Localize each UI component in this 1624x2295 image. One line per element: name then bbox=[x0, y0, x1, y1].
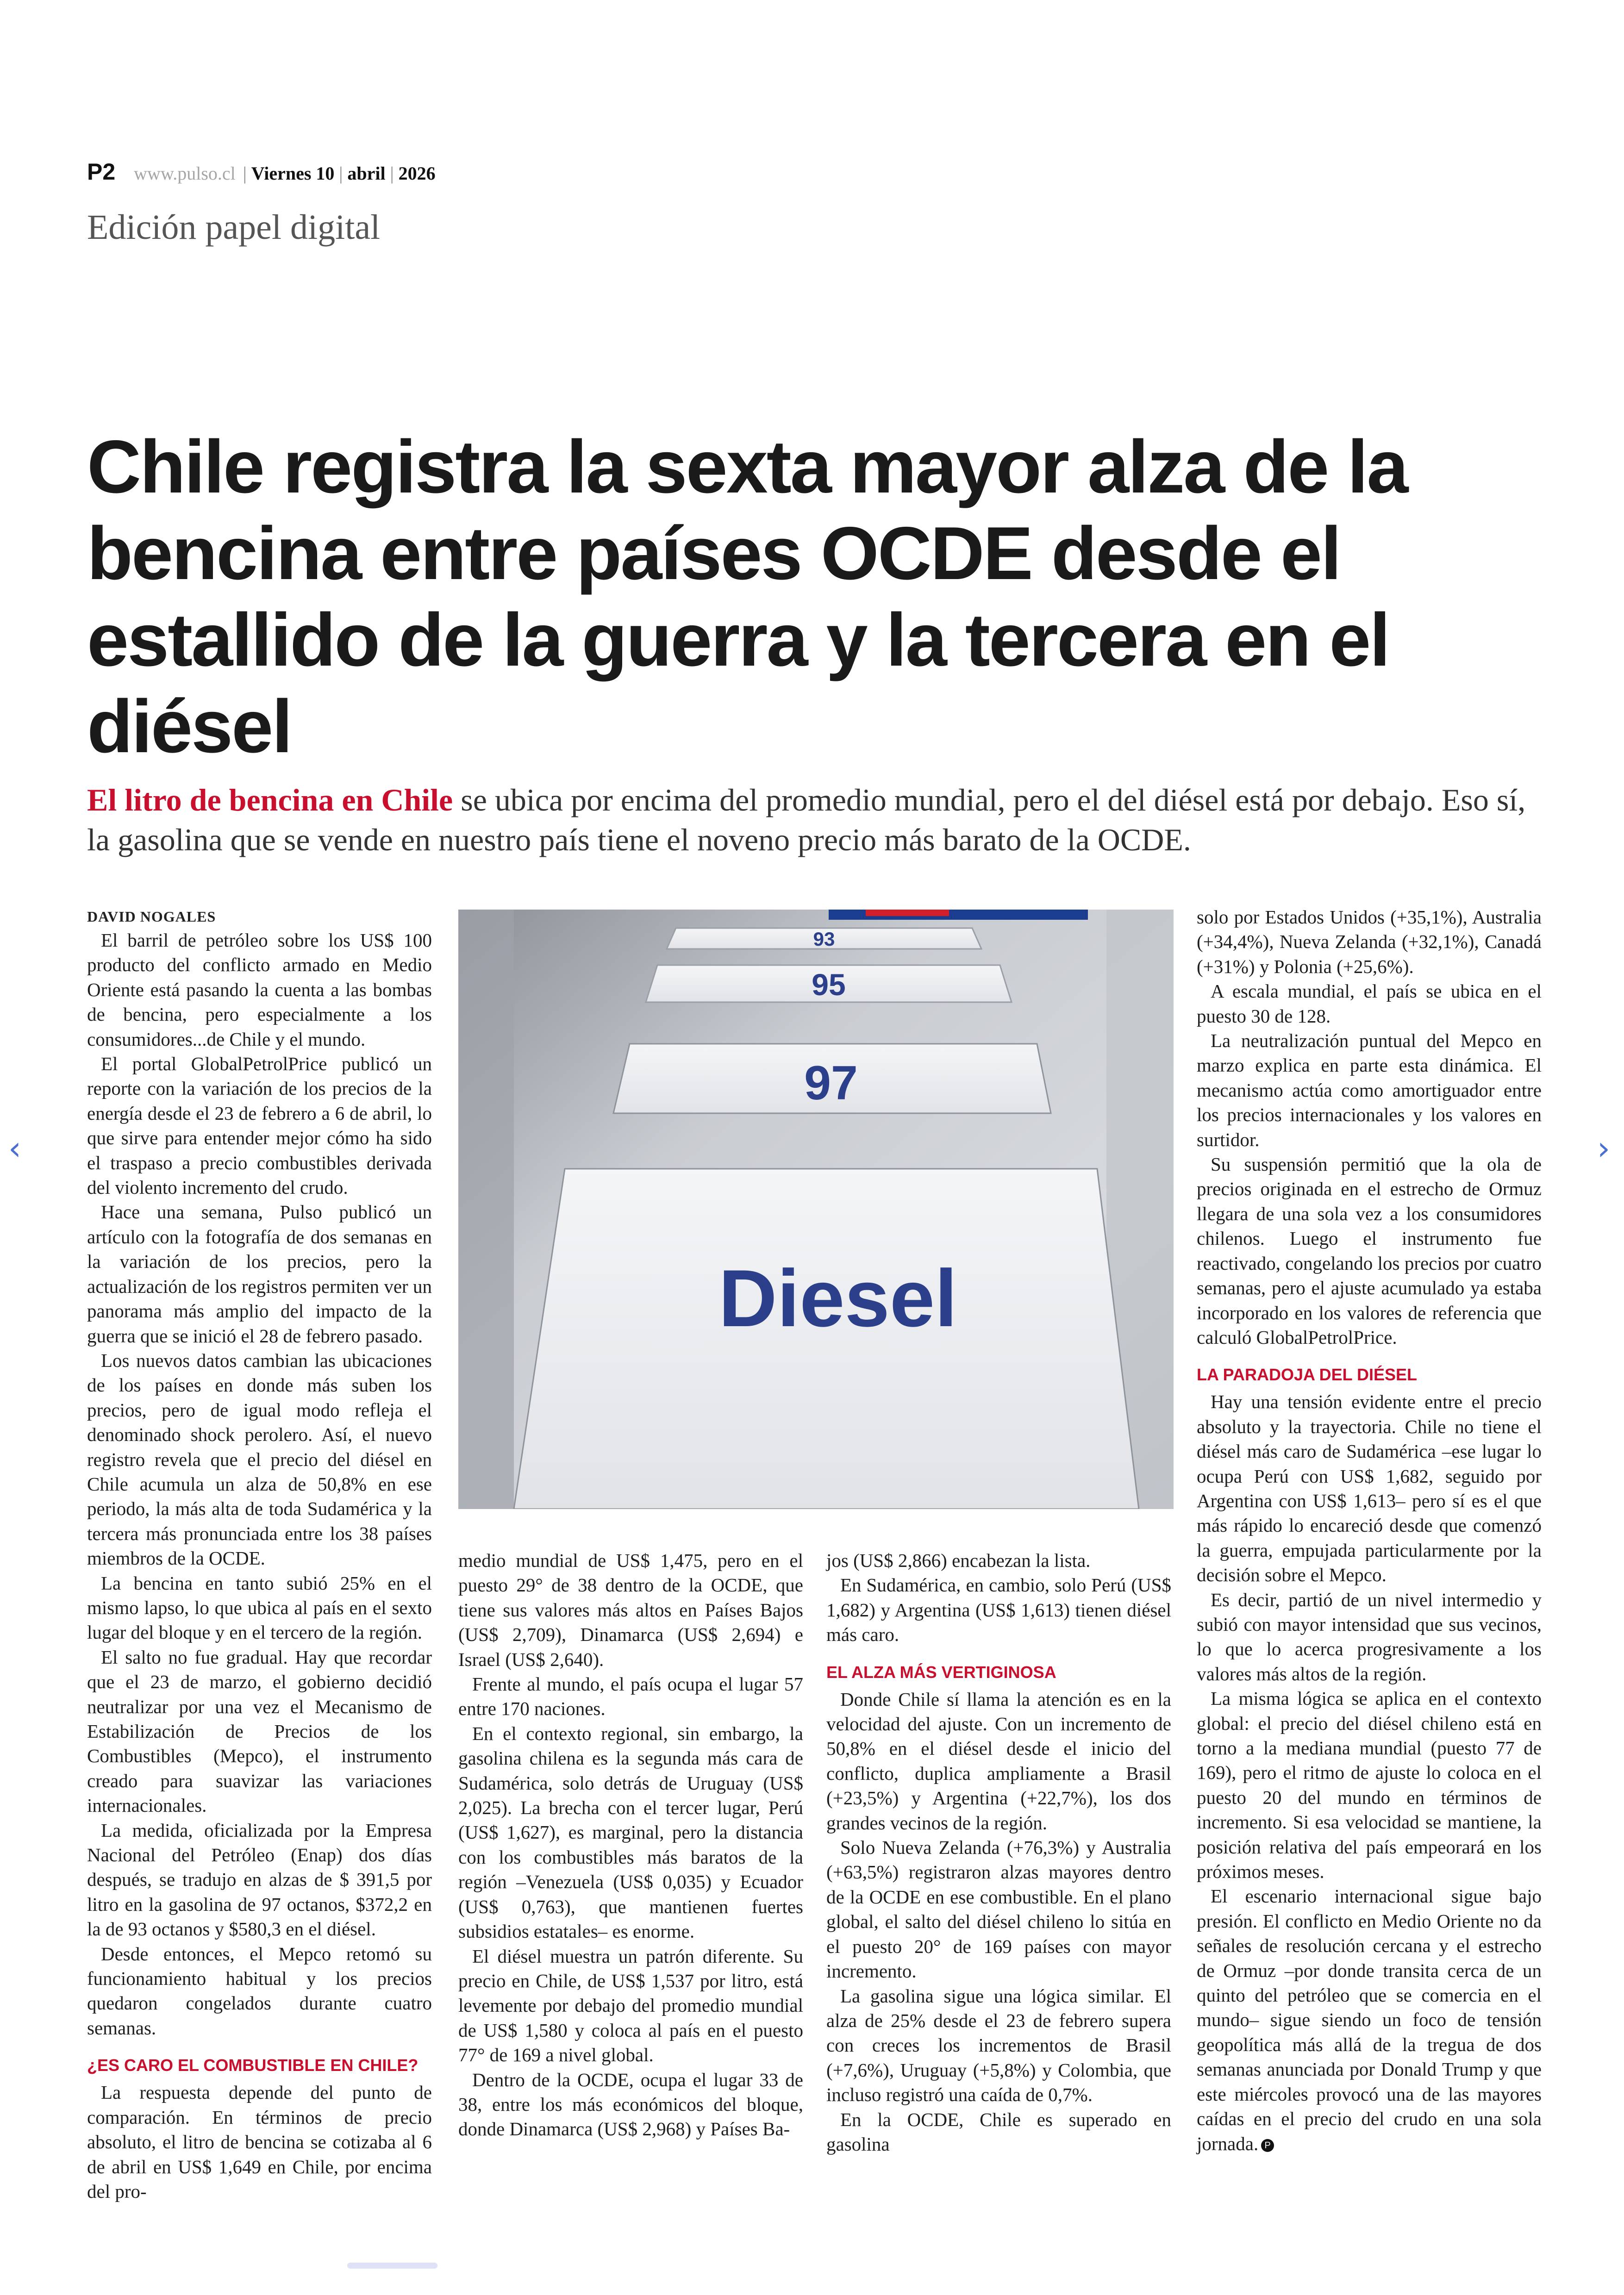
article-column-3 bbox=[826, 1548, 1171, 2157]
paragraph bbox=[1197, 1884, 1542, 2156]
next-page-chevron-icon[interactable]: › bbox=[1597, 1129, 1610, 1167]
byline: DAVID NOGALES bbox=[87, 908, 216, 925]
article-column-1 bbox=[87, 905, 432, 2204]
header-year: 2026 bbox=[398, 163, 436, 184]
header-month: abril bbox=[347, 163, 386, 184]
paragraph: El salto no fue gradual. Hay que recordar que el 23 de marzo, el gobierno decidió neutralizar por una vez el Mecanismo de Estabilización de Precios de los Combustibles (Mepco), el instrumento creado para suavizar las variaciones internacionales. bbox=[87, 1646, 432, 1816]
article-headline: Chile registra la sexta mayor alza de la bencina entre países OCDE desde el estallido de la guerra y la tercera en el diésel bbox=[87, 425, 1407, 768]
section-heading: EL ALZA MÁS VERTIGINOSA bbox=[826, 1662, 1056, 1682]
header-separator: | bbox=[390, 163, 394, 184]
label-93: 93 bbox=[813, 928, 835, 950]
end-of-article-icon: P bbox=[1261, 2139, 1274, 2152]
paragraph: Desde entonces, el Mepco retomó su funcionamiento habitual y los precios quedaron congelados durante cuatro semanas. bbox=[87, 1943, 432, 2039]
section-heading: LA PARADOJA DEL DIÉSEL bbox=[1197, 1365, 1418, 1384]
paragraph: La medida, oficializada por la Empresa Nacional del Petróleo (Enap) dos días después, se tradujo en alzas de $ 391,5 por litro en la gasolina de 97 octanos, $372,2 en la de 93 octanos y $580,3 en el diésel. bbox=[87, 1819, 432, 1940]
paragraph: En el contexto regional, sin embargo, la gasolina chilena es la segunda más cara de Sudamérica, solo detrás de Uruguay (US$ 2,025). La brecha con el tercer lugar, Perú (US$ 1,627), es marginal, pero la distancia con los combustibles más baratos de la región –Venezuela (US$ 0,035) y Ecuador (US$ 0,763), que mantienen fuertes subsidios estatales– es enorme. bbox=[458, 1722, 803, 1942]
paragraph: Solo Nueva Zelanda (+76,3%) y Australia (+63,5%) registraron alzas mayores dentro de la OCDE en ese combustible. En el plano global, el salto del diésel chileno lo sitúa en el puesto 20° de 169 países con mayor incremento. bbox=[826, 1837, 1171, 1982]
paragraph: Es decir, partió de un nivel intermedio y subió con mayor intensidad que sus vecinos, lo que lo acerca progresivamente a los valores más altos de la región. bbox=[1197, 1589, 1542, 1684]
previous-page-chevron-icon[interactable]: ‹ bbox=[8, 1129, 21, 1167]
paragraph: El barril de petróleo sobre los US$ 100 producto del conflicto armado en Medio Oriente está pasando la cuenta a las bombas de bencina, pero especialmente a los consumidores...de Chile y el mundo. bbox=[87, 929, 432, 1050]
page-header bbox=[87, 158, 436, 185]
article-photo bbox=[458, 910, 1174, 1509]
paragraph: Donde Chile sí llama la atención es en la velocidad del ajuste. Con un incremento de 50,8% en el diésel desde el inicio del conflicto, duplica ampliamente a Brasil (+23,5%) y Argentina (+22,7%), los dos grandes vecinos de la región. bbox=[826, 1688, 1171, 1834]
paragraph: A escala mundial, el país se ubica en el puesto 30 de 128. bbox=[1197, 980, 1542, 1027]
subhead-text: se ubica por encima del promedio mundial, pero el del diésel está por debajo. Eso sí, la gasolina que se vende en nuestro país tiene el noveno precio más barato de la OCDE. bbox=[87, 782, 1526, 857]
label-95: 95 bbox=[812, 967, 846, 1002]
horizontal-scrollbar[interactable] bbox=[347, 2263, 437, 2269]
paragraph: Dentro de la OCDE, ocupa el lugar 33 de 38, entre los más económicos del bloque, donde Dinamarca (US$ 2,968) y Países Ba- bbox=[458, 2069, 803, 2140]
paragraph: El diésel muestra un patrón diferente. Su precio en Chile, de US$ 1,537 por litro, está levemente por debajo del promedio mundial de US$ 1,580 y coloca al país en el puesto 77° de 169 a nivel global. bbox=[458, 1945, 803, 2066]
paragraph: solo por Estados Unidos (+35,1%), Australia (+34,4%), Nueva Zelanda (+32,1%), Canadá (+31%) y Polonia (+25,6%). bbox=[1197, 906, 1542, 977]
section-heading: ¿ES CARO EL COMBUSTIBLE EN CHILE? bbox=[87, 2056, 418, 2075]
paragraph: La misma lógica se aplica en el contexto global: el precio del diésel chileno está en torno a la mediana mundial (puesto 77 de 169), pero el ritmo de ajuste lo coloca en el puesto 20 del mundo en términos de incremento. Si esa velocidad se mantiene, la posición relativa del país empeorará en los próximos meses. bbox=[1197, 1688, 1542, 1883]
paragraph: Hace una semana, Pulso publicó un artículo con la fotografía de dos semanas en la variación de los precios, pero la actualización de los registros permiten ver un panorama más amplio del impacto de la guerra que se inició el 28 de febrero pasado. bbox=[87, 1201, 432, 1347]
header-separator: | bbox=[339, 163, 343, 184]
paragraph: Los nuevos datos cambian las ubicaciones de los países en donde más suben los precios, pero de igual modo refleja el denominado shock perolero. Así, el nuevo registro revela que el precio del diésel en Chile acumula un alza de 50,8% en ese periodo, la más alta de toda Sudamérica y la tercera más pronunciada entre los 38 países miembros de la OCDE. bbox=[87, 1349, 432, 1569]
paragraph: La gasolina sigue una lógica similar. El alza de 25% desde el 23 de febrero supera con creces los incrementos de Brasil (+7,6%), Uruguay (+5,8%) y Colombia, que incluso registró una caída de 0,7%. bbox=[826, 1985, 1171, 2106]
label-diesel: Diesel bbox=[718, 1254, 957, 1344]
article-subhead bbox=[87, 780, 1545, 860]
paragraph-text: El escenario internacional sigue bajo presión. El conflicto en Medio Oriente no da señales de resolución cercana y el estrecho de Ormuz –por donde transita cerca de un quinto del petróleo que se comercia en el mundo– sigue siendo un foco de tensión geopolítica más allá de la tregua de dos semanas anunciada por Donald Trump y que este miércoles provocó una de las mayores caídas en el precio del crudo en una sola jornada. bbox=[1197, 1885, 1542, 2154]
site-url[interactable]: www.pulso.cl bbox=[134, 163, 236, 184]
paragraph: En Sudamérica, en cambio, solo Perú (US$ 1,682) y Argentina (US$ 1,613) tienen diésel más caro. bbox=[826, 1574, 1171, 1646]
header-day: Viernes 10 bbox=[251, 163, 335, 184]
fuel-pump-photo bbox=[458, 910, 1174, 1509]
paragraph: La respuesta depende del punto de comparación. En términos de precio absoluto, el litro de bencina se cotizaba al 6 de abril en US$ 1,649 en Chile, por encima del pro- bbox=[87, 2082, 432, 2202]
paragraph: La bencina en tanto subió 25% en el mismo lapso, lo que ubica al país en el sexto lugar del bloque y en el tercero de la región. bbox=[87, 1572, 432, 1643]
paragraph: El portal GlobalPetrolPrice publicó un reporte con la variación de los precios de la energía desde el 23 de febrero a 6 de abril, lo que sirve para entender mejor cómo ha sido el traspaso a precio combustibles derivada del violento incremento del crudo. bbox=[87, 1053, 432, 1198]
edition-label: Edición papel digital bbox=[87, 208, 381, 247]
paragraph: medio mundial de US$ 1,475, pero en el puesto 29° de 38 dentro de la OCDE, que tiene sus valores más altos en Países Bajos (US$ 2,709), Dinamarca (US$ 2,694) e Israel (US$ 2,640). bbox=[458, 1550, 803, 1670]
label-97: 97 bbox=[804, 1056, 858, 1110]
header-separator: | bbox=[243, 163, 247, 184]
paragraph: Hay una tensión evidente entre el precio absoluto y la trayectoria. Chile no tiene el diésel más caro de Sudamérica –ese lugar lo ocupa Perú con US$ 1,682, seguido por Argentina con US$ 1,613– pero sí es el que más rápido lo encareció desde que comenzó la guerra, empujada particularmente por la decisión sobre el Mepco. bbox=[1197, 1391, 1542, 1586]
article-column-4 bbox=[1197, 905, 1542, 2156]
article-column-2 bbox=[458, 1548, 803, 2142]
subhead-lead: El litro de bencina en Chile bbox=[87, 782, 453, 817]
paragraph: La neutralización puntual del Mepco en marzo explica en parte esta dinámica. El mecanismo actúa como amortiguador entre los precios internacionales y los valores en surtidor. bbox=[1197, 1030, 1542, 1150]
paragraph: jos (US$ 2,866) encabezan la lista. bbox=[826, 1550, 1091, 1571]
page-number: P2 bbox=[87, 159, 116, 185]
paragraph: Su suspensión permitió que la ola de precios originada en el estrecho de Ormuz llegara de una sola vez a los consumidores chilenos. Luego el instrumento fue reactivado, congelando los precios por cuatro semanas, pero el ajuste acumulado ya estaba incorporado en los valores de referencia que calculó GlobalPetrolPrice. bbox=[1197, 1154, 1542, 1348]
paragraph: En la OCDE, Chile es superado en gasolina bbox=[826, 2108, 1171, 2155]
paragraph: Frente al mundo, el país ocupa el lugar 57 entre 170 naciones. bbox=[458, 1673, 803, 1720]
